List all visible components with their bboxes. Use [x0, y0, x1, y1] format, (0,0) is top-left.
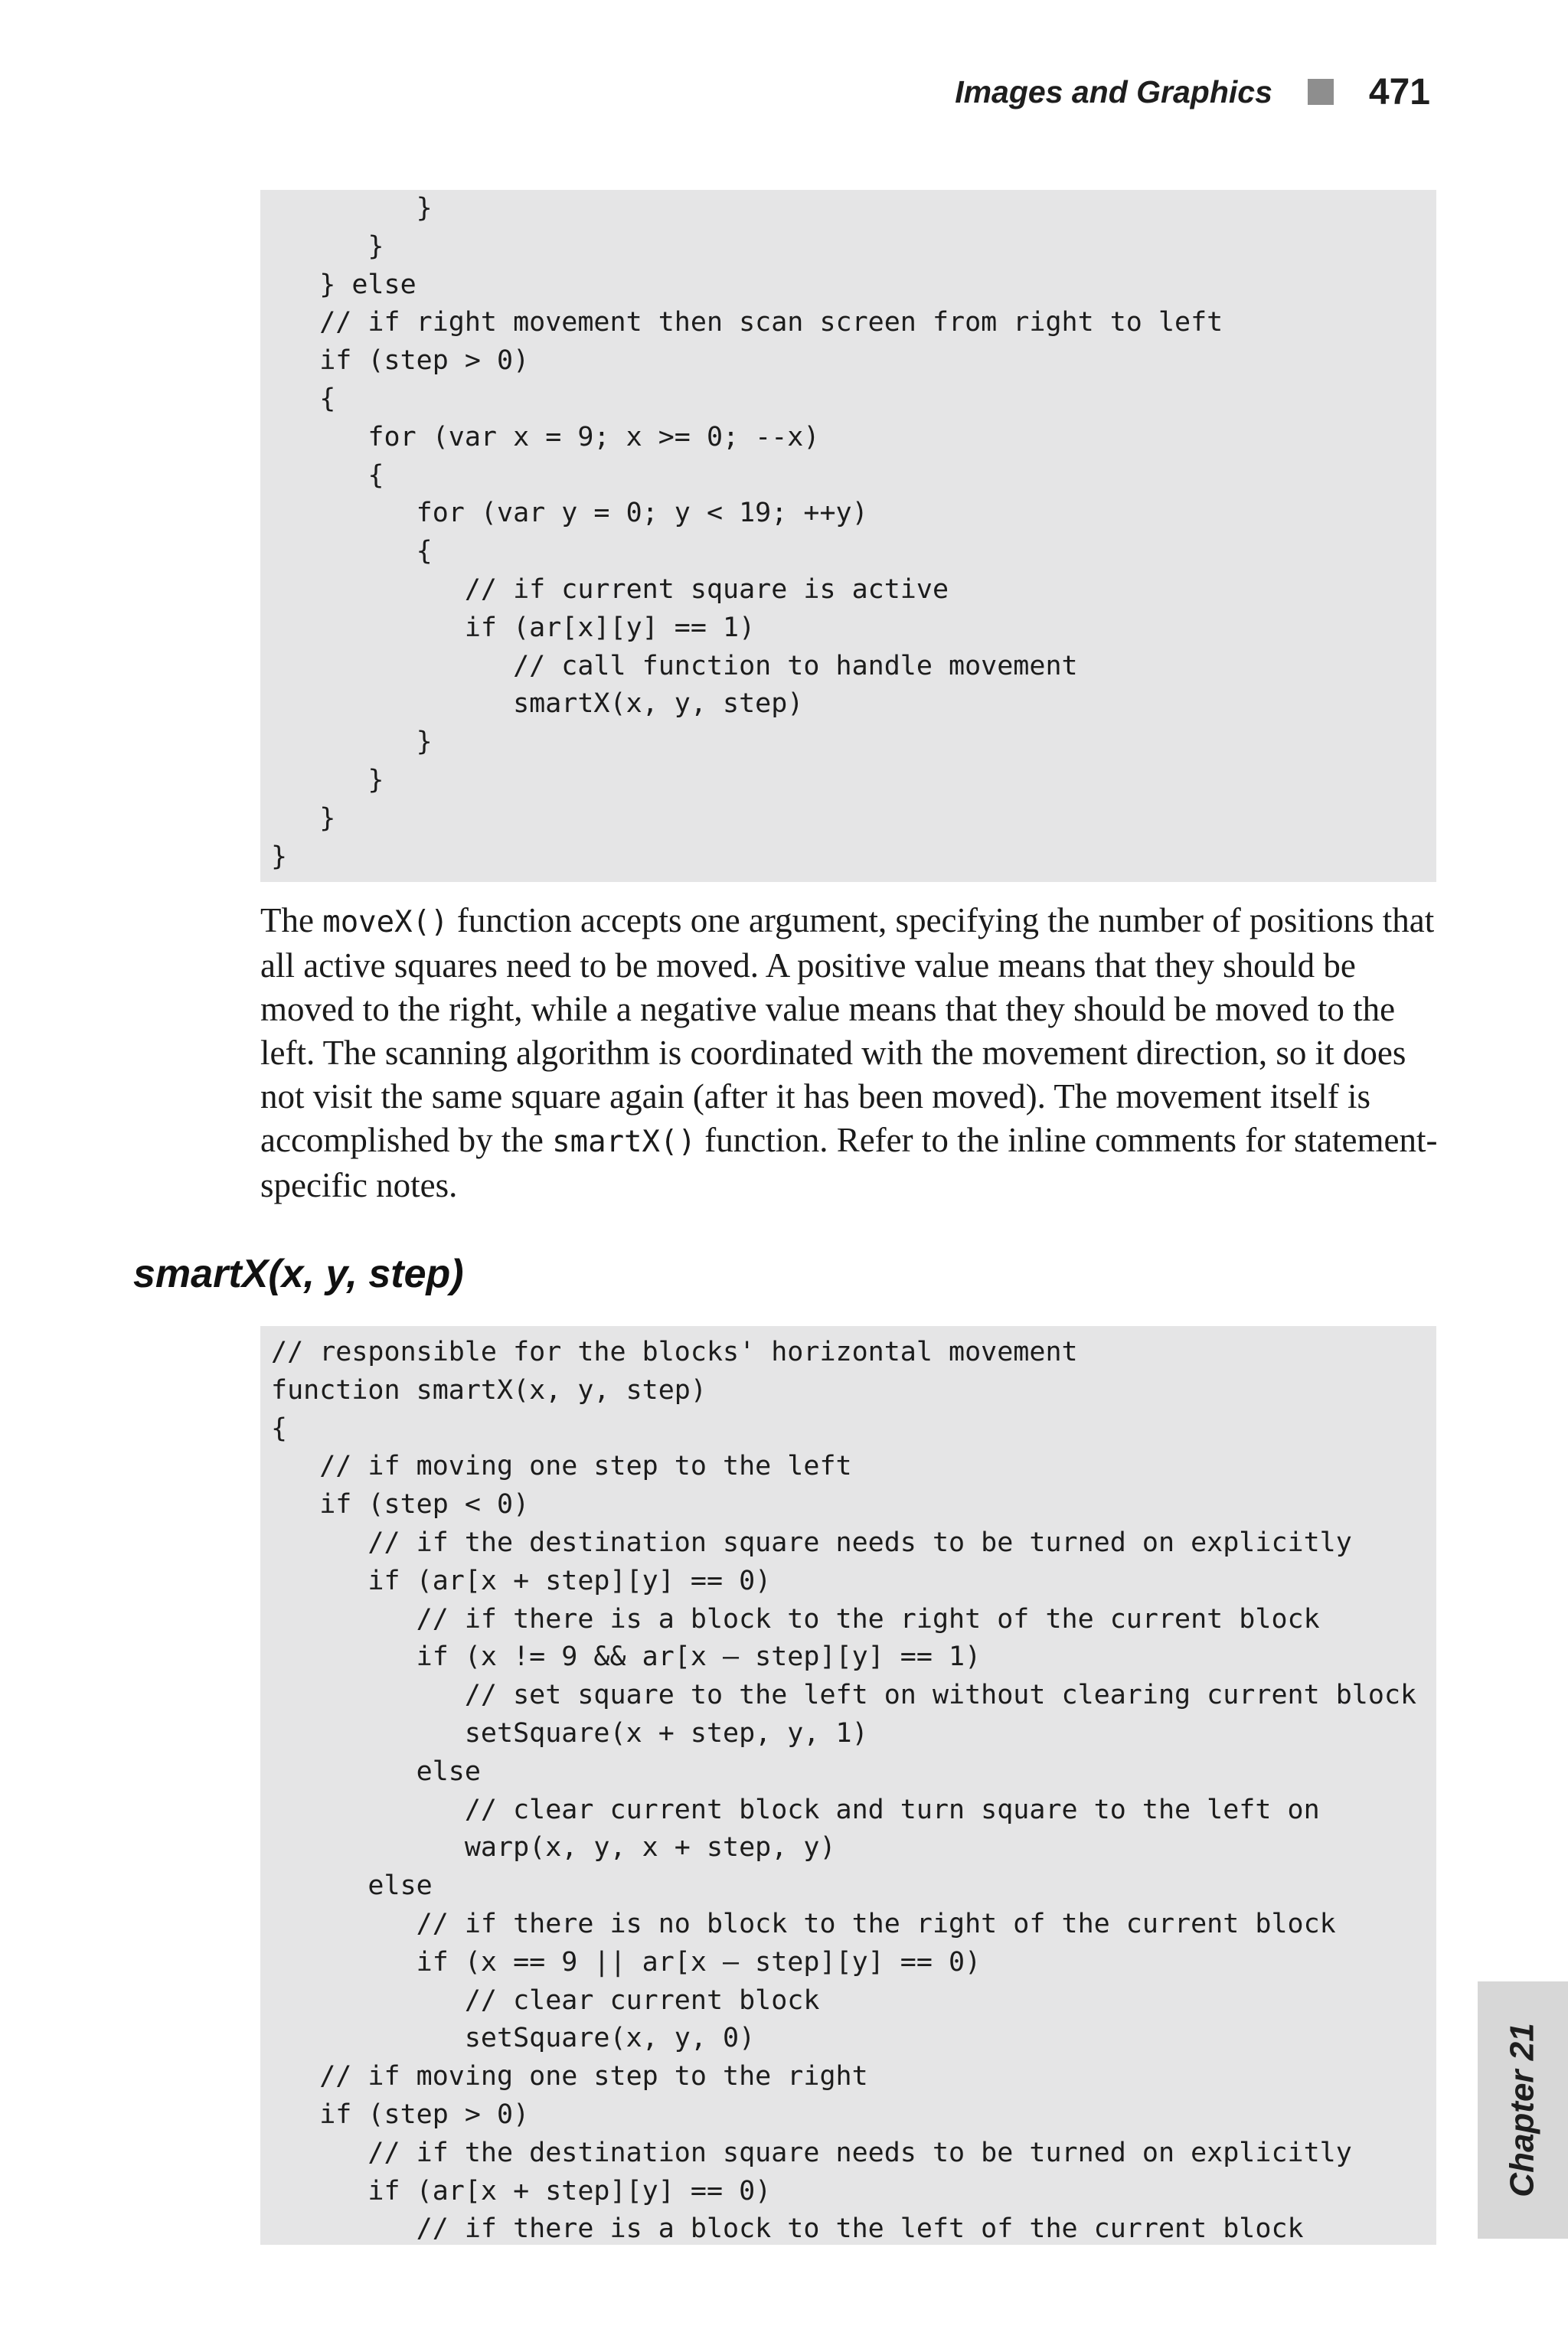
header-square-ornament [1308, 79, 1334, 105]
paragraph-text: function accepts one argument, specifying the number of positions that all active squares need to be moved. A positive value means that they should be moved to the right, while a negative value means that they should be moved to the left. The scanning algorithm is coordinated with the movement direction, so it does not visit the same square again (after it has been moved). The movement itself is accomplished by the [260, 901, 1435, 1159]
chapter-tab [1478, 1981, 1568, 2239]
section-heading: smartX(x, y, step) [133, 1252, 464, 1296]
page-number: 471 [1368, 71, 1430, 113]
paragraph-text: The [260, 901, 323, 939]
running-title: Images and Graphics [955, 74, 1272, 109]
page-header [955, 67, 1430, 116]
code-listing-movex-end: } } } else // if right movement then scan screen from right to left if (step > 0) { for (var x = 9; x >= 0; --x) { for (var y = 0; y < 19; ++y) { // if current square is active if (ar[x][y] == 1) // call function to handle movement smartX(x, y, step) } } } } [260, 190, 1436, 882]
code-listing-smartx: // responsible for the blocks' horizontal movement function smartX(x, y, step) { // if moving one step to the left if (step < 0) // if the destination square needs to be turned on explicitly if (ar[x + step][y] == 0) // if there is a block to the right of the current block if (x != 9 && ar[x – step][y] == 1) // set square to the left on without clearing current block setSquare(x + step, y, 1) else // clear current block and turn square to the left on warp(x, y, x + step, y) else // if there is no block to the right of the current block if (x == 9 || ar[x – step][y] == 0) // clear current block setSquare(x, y, 0) // if moving one step to the right if (step > 0) // if the destination square needs to be turned on explicitly if (ar[x + step][y] == 0) // if there is a block to the left of the current block [260, 1326, 1436, 2245]
body-paragraph [260, 899, 1439, 1207]
paragraph-text: function. Refer to the inline comments for statement-specific notes. [260, 1121, 1438, 1204]
inline-code-smartx: smartX() [552, 1125, 696, 1159]
chapter-tab-label: Chapter 21 [1504, 2023, 1542, 2197]
inline-code-movex: moveX() [322, 905, 449, 939]
